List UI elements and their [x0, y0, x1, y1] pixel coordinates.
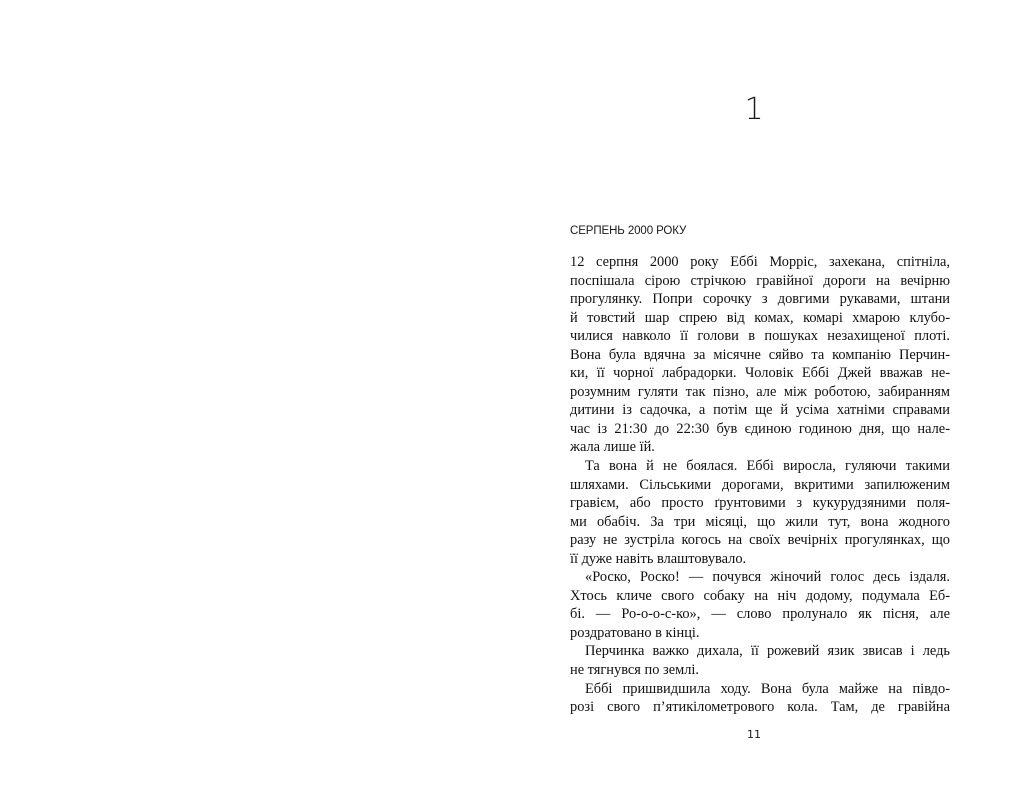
text-line: прогулянку. Попри сорочку з довгими рукавами, штани: [570, 291, 950, 308]
text-line: Хтось кличе свого собаку на ніч додому, подумала Еб-: [570, 587, 950, 604]
text-line: ки, її чорної лабрадорки. Чоловік Еббі Джей вважав не-: [570, 365, 950, 382]
text-line: чилися навколо її голови в пошуках незахищеної плоті.: [570, 328, 950, 345]
text-line: «Роско, Роско! — почувся жіночий голос десь іздаля.: [585, 569, 950, 586]
page-number: 11: [747, 728, 761, 741]
section-heading: СЕРПЕНЬ 2000 РОКУ: [570, 225, 687, 237]
text-line: Та вона й не боялася. Еббі виросла, гуляючи такими: [585, 458, 950, 475]
text-line: 12 серпня 2000 року Еббі Морріс, захекана, спітніла,: [570, 254, 950, 270]
text-line: її дуже навіть влаштовувало.: [570, 550, 747, 567]
right-page: [512, 0, 1024, 802]
text-line: дитини із садочка, а потім ще й усіма хатніми справами: [570, 402, 950, 419]
text-line: бі. — Ро-о-о-с-ко», — слово пролунало як пісня, але: [570, 606, 950, 623]
text-line: жала лише їй.: [570, 439, 655, 456]
chapter-number: 1: [744, 92, 764, 127]
text-line: поспішала сірою стрічкою гравійної дороги на вечірню: [570, 272, 950, 289]
text-line: Еббі пришвидшила ходу. Вона була майже на півдо-: [585, 680, 950, 697]
text-line: Вона була вдячна за місячне сяйво та компанію Перчин-: [570, 346, 950, 363]
text-line: Перчинка важко дихала, її рожевий язик звисав і ледь: [585, 643, 950, 660]
text-line: роздратовано в кінці.: [570, 624, 700, 641]
text-line: розі свого п’ятикілометрового кола. Там, де гравійна: [570, 699, 950, 716]
text-line: шляхами. Сільськими дорогами, вкритими запилюженим: [570, 476, 950, 493]
text-line: не тягнувся по землі.: [570, 662, 699, 679]
text-line: ми обабіч. За три місяці, що жили тут, вона жодного: [570, 513, 950, 530]
text-line: розумним гуляти так пізно, але між роботою, забиранням: [570, 383, 950, 400]
body-text: [570, 253, 950, 717]
text-line: гравієм, або просто ґрунтовими з кукурудзяними поля-: [570, 495, 950, 512]
text-line: час із 21:30 до 22:30 був єдиною годиною дня, що нале-: [570, 420, 950, 437]
text-line: й товстий шар спрею від комах, комарі хмарою клубо-: [570, 309, 950, 326]
text-line: разу не зустріла когось на своїх вечірніх прогулянках, що: [570, 532, 950, 549]
